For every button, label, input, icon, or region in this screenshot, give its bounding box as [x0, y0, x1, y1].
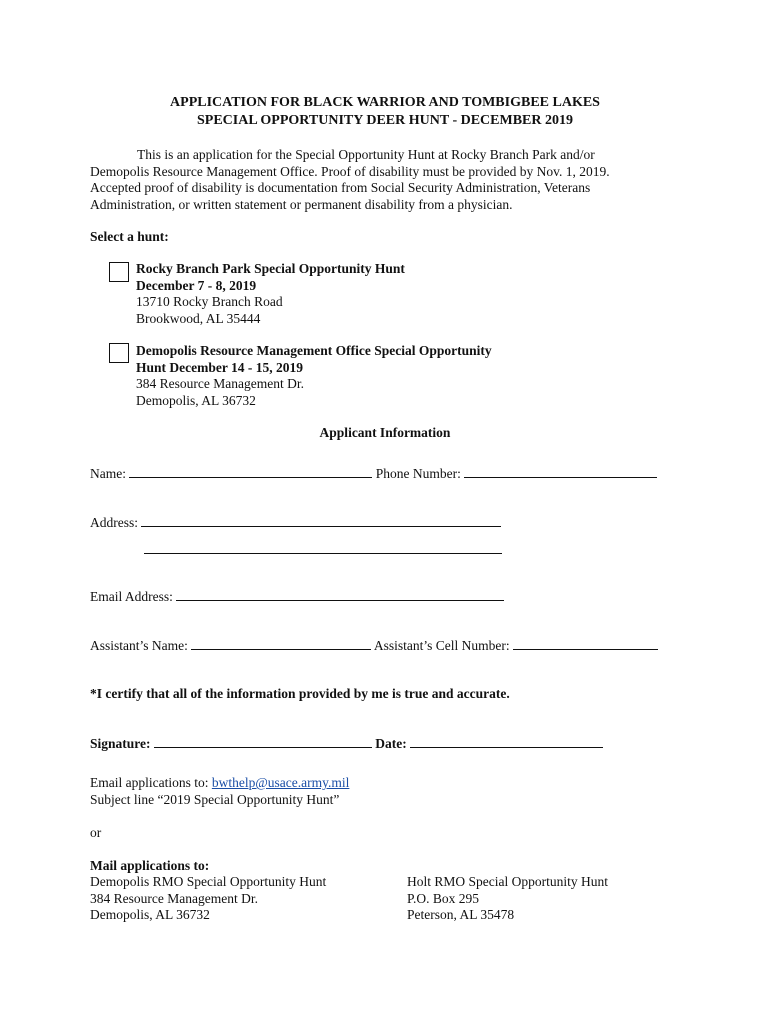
email-subject-line: Subject line “2019 Special Opportunity Hunt” [90, 792, 340, 807]
phone-label: Phone Number: [375, 466, 461, 481]
name-field[interactable] [129, 465, 372, 478]
assistant-cell-field[interactable] [513, 637, 658, 650]
address-row [90, 514, 501, 532]
address-field-line-1[interactable] [141, 514, 501, 527]
address-label: Address: [90, 515, 138, 530]
email-applications-prefix: Email applications to: [90, 775, 209, 790]
hunt-option-rocky-branch [136, 261, 536, 327]
address-field-line-2[interactable] [144, 541, 502, 554]
address-row-2 [144, 541, 502, 559]
assistant-name-field[interactable] [191, 637, 371, 650]
hunt-city: Brookwood, AL 35444 [136, 310, 261, 326]
signature-row [90, 735, 603, 753]
mail-address-line: 384 Resource Management Dr. [90, 890, 258, 906]
signature-field[interactable] [154, 735, 372, 748]
hunt-title: Demopolis Resource Management Office Special Opportunity [136, 343, 492, 358]
certify-statement: *I certify that all of the information provided by me is true and accurate. [90, 686, 510, 701]
applicant-info-heading: Applicant Information [319, 425, 451, 440]
title-line-2: SPECIAL OPPORTUNITY DEER HUNT - DECEMBER 2019 [197, 113, 573, 128]
hunt-dates: Hunt December 14 - 15, 2019 [136, 359, 303, 375]
mail-address-line: Holt RMO Special Opportunity Hunt [407, 874, 608, 889]
email-link[interactable]: bwthelp@usace.army.mil [211, 775, 350, 790]
hunt-street: 13710 Rocky Branch Road [136, 294, 283, 309]
or-text: or [90, 825, 102, 840]
name-row [90, 465, 657, 483]
mail-address-demopolis [90, 874, 326, 924]
assistant-row [90, 637, 658, 655]
intro-line: Accepted proof of disability is documentation from Social Security Administration, Veterans [90, 180, 591, 195]
email-field[interactable] [176, 588, 504, 601]
mail-heading: Mail applications to: [90, 858, 210, 873]
name-label: Name: [90, 466, 126, 481]
intro-line: Demopolis Resource Management Office. Proof of disability must be provided by Nov. 1, 2019. [90, 163, 610, 179]
mail-address-line: Demopolis RMO Special Opportunity Hunt [90, 874, 327, 889]
mail-address-line: P.O. Box 295 [407, 890, 480, 906]
email-applications-line [90, 775, 349, 792]
title-line-1: APPLICATION FOR BLACK WARRIOR AND TOMBIGBEE LAKES [170, 95, 600, 110]
mail-address-line: Peterson, AL 35478 [407, 907, 515, 922]
hunt-demopolis-checkbox[interactable] [109, 343, 129, 363]
intro-paragraph [90, 147, 650, 213]
assistant-cell-label: Assistant’s Cell Number: [373, 638, 510, 653]
hunt-dates: December 7 - 8, 2019 [136, 277, 257, 293]
hunt-city: Demopolis, AL 36732 [136, 392, 256, 408]
assistant-name-label: Assistant’s Name: [90, 638, 188, 653]
mail-address-holt [407, 874, 608, 924]
phone-field[interactable] [464, 465, 657, 478]
intro-line: This is an application for the Special Opportunity Hunt at Rocky Branch Park and/or [137, 147, 595, 162]
date-label: Date: [375, 736, 407, 751]
hunt-street: 384 Resource Management Dr. [136, 376, 304, 391]
hunt-title: Rocky Branch Park Special Opportunity Hunt [136, 261, 405, 276]
email-row [90, 588, 504, 606]
hunt-option-demopolis [136, 343, 536, 409]
email-label: Email Address: [90, 589, 173, 604]
hunt-rocky-branch-checkbox[interactable] [109, 262, 129, 282]
date-field[interactable] [410, 735, 603, 748]
signature-label: Signature: [90, 736, 151, 751]
select-hunt-label: Select a hunt: [90, 229, 169, 244]
intro-line: Administration, or written statement or permanent disability from a physician. [90, 196, 513, 212]
mail-address-line: Demopolis, AL 36732 [90, 907, 210, 922]
